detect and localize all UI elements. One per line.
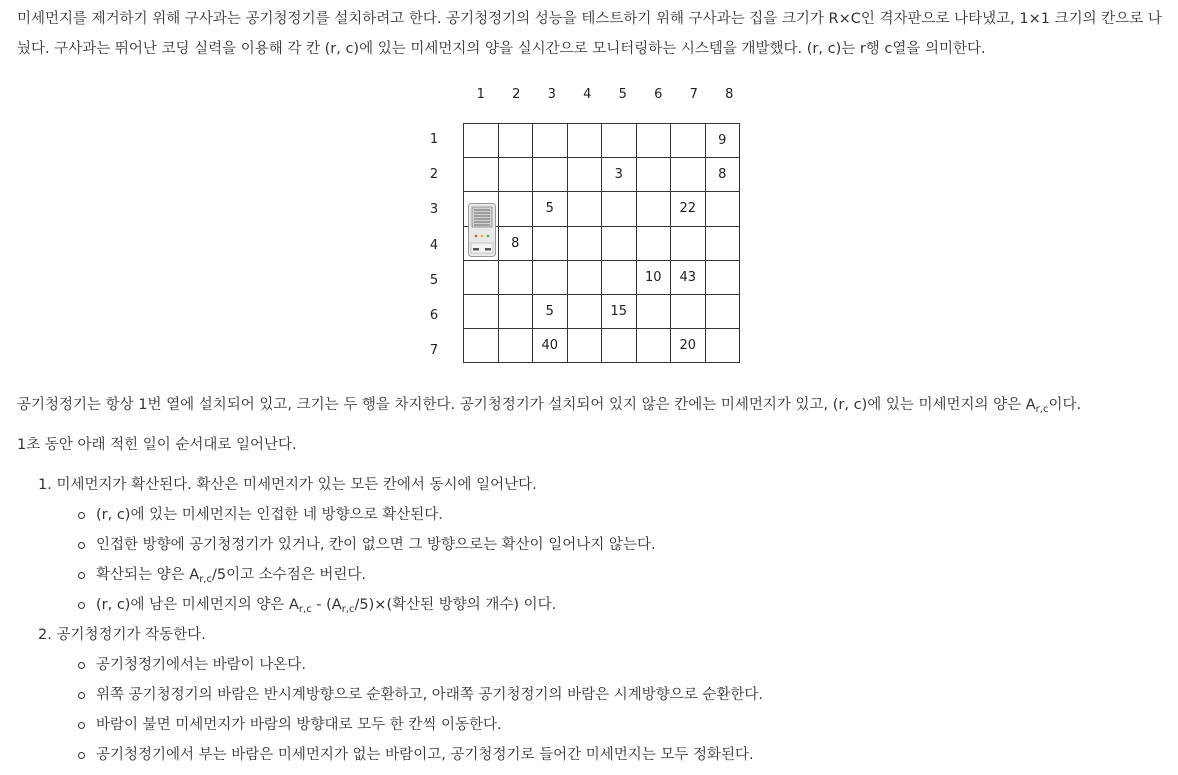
grid-row <box>464 158 740 192</box>
grid-cell: 5 <box>533 294 568 328</box>
grid-cell <box>464 294 499 328</box>
grid-cell <box>602 329 637 363</box>
column-label: 8 <box>725 87 734 102</box>
step-1-item-1: (r, c)에 있는 미세먼지는 인접한 네 방향으로 확산된다. <box>96 507 443 523</box>
grid-cell <box>567 226 602 260</box>
grid-cell <box>671 124 706 158</box>
grid-cell: 8 <box>705 158 740 192</box>
bullet-icon <box>78 512 85 519</box>
grid-cell <box>705 329 740 363</box>
step-1-item-4: (r, c)에 남은 미세먼지의 양은 $A_{r,c} - (A_{r,c}/5)\times$(확산된 방향의 개수) 이다. <box>96 597 557 615</box>
grid-cell <box>705 226 740 260</box>
bullet-icon <box>78 542 85 549</box>
grid-cell <box>498 192 533 226</box>
bullet-icon <box>78 602 85 609</box>
bullet-icon <box>78 722 85 729</box>
grid-cell <box>636 158 671 192</box>
description-paragraph: 공기청정기는 항상 1번 열에 설치되어 있고, 크기는 두 행을 차지한다. 공기청정기가 설치되어 있지 않은 칸에는 미세먼지가 있고, (r, c)에 있는 미세먼지의 양은 $A_{r,c}$이다. <box>17 397 1082 415</box>
grid-cell <box>498 124 533 158</box>
grid-cell <box>602 192 637 226</box>
column-label: 3 <box>547 87 556 102</box>
row-label: 6 <box>429 308 439 324</box>
row-label: 4 <box>429 237 439 253</box>
column-label: 1 <box>476 87 485 102</box>
step-2-item-4: 공기청정기에서 부는 바람은 미세먼지가 없는 바람이고, 공기청정기로 들어간 미세먼지는 모두 정화된다. <box>96 747 754 763</box>
grid-cell: 9 <box>705 124 740 158</box>
grid-cell: 20 <box>671 329 706 363</box>
grid-cell <box>671 226 706 260</box>
step-2-item-3: 바람이 불면 미세먼지가 바람의 방향대로 모두 한 칸씩 이동한다. <box>96 717 502 733</box>
grid-row <box>464 124 740 158</box>
step-2-item-2: 위쪽 공기청정기의 바람은 반시계방향으로 순환하고, 아래쪽 공기청정기의 바람은 시계방향으로 순환한다. <box>96 687 764 703</box>
dust-grid <box>463 123 740 363</box>
grid-row <box>464 226 740 260</box>
grid-cell: 22 <box>671 192 706 226</box>
grid-cell <box>498 294 533 328</box>
grid-cell <box>636 294 671 328</box>
grid-cell <box>567 158 602 192</box>
grid-cell <box>671 158 706 192</box>
grid-cell: 5 <box>533 192 568 226</box>
grid-cell: 40 <box>533 329 568 363</box>
grid-row <box>464 260 740 294</box>
row-label: 5 <box>429 272 439 288</box>
grid-cell <box>533 260 568 294</box>
grid-cell <box>533 158 568 192</box>
grid-cell <box>705 192 740 226</box>
grid-cell: 10 <box>636 260 671 294</box>
step-1: 1. 미세먼지가 확산된다. 확산은 미세먼지가 있는 모든 칸에서 동시에 일어난다. <box>38 477 537 493</box>
step-2-item-1: 공기청정기에서는 바람이 나온다. <box>96 657 306 673</box>
grid-cell <box>464 124 499 158</box>
grid-cell <box>567 294 602 328</box>
row-label: 3 <box>429 202 439 218</box>
grid-cell <box>671 294 706 328</box>
grid-cell <box>464 329 499 363</box>
grid-row <box>464 329 740 363</box>
grid-cell <box>705 294 740 328</box>
grid-cell <box>602 260 637 294</box>
column-label: 4 <box>583 87 592 102</box>
step-2: 2. 공기청정기가 작동한다. <box>38 627 206 643</box>
air-purifier-icon <box>468 203 496 257</box>
grid-row <box>464 192 740 226</box>
column-label: 6 <box>654 87 663 102</box>
row-label: 1 <box>429 131 439 147</box>
bullet-icon <box>78 692 85 699</box>
grid-cell <box>567 329 602 363</box>
column-label: 2 <box>512 87 521 102</box>
grid-cell: 43 <box>671 260 706 294</box>
grid-cell <box>498 260 533 294</box>
grid-cell <box>533 124 568 158</box>
row-label: 7 <box>429 343 439 359</box>
column-label: 7 <box>689 87 698 102</box>
grid-cell <box>636 192 671 226</box>
column-label: 5 <box>618 87 627 102</box>
grid-cell <box>636 226 671 260</box>
grid-cell <box>567 192 602 226</box>
grid-cell <box>636 329 671 363</box>
grid-cell: 8 <box>498 226 533 260</box>
row-label: 2 <box>429 166 439 182</box>
grid-cell <box>498 329 533 363</box>
bullet-icon <box>78 752 85 759</box>
grid-cell <box>602 226 637 260</box>
grid-cell <box>498 158 533 192</box>
grid-row <box>464 294 740 328</box>
grid-cell <box>567 124 602 158</box>
step-1-item-3: 확산되는 양은 $A_{r,c}/5$이고 소수점은 버린다. <box>96 567 366 585</box>
grid-cell: 3 <box>602 158 637 192</box>
bullet-icon <box>78 572 85 579</box>
step-intro: 1초 동안 아래 적힌 일이 순서대로 일어난다. <box>17 437 297 453</box>
grid-cell <box>705 260 740 294</box>
bullet-icon <box>78 662 85 669</box>
intro-paragraph: 미세먼지를 제거하기 위해 구사과는 공기청정기를 설치하려고 한다. 공기청정기의 성능을 테스트하기 위해 구사과는 집을 크기가 R×C인 격자판으로 나타냈고, 1×1 크기의 칸으로 나눴다. 구사과는 뛰어난 코딩 실력을 이용해 각 칸 (r, c)에 있는 미세먼지의 양을 실시간으로 모니터링하는 시스템을 개발했다. (r, c)는 r행 c열을 의미한다. <box>17 11 1162 57</box>
grid-cell <box>567 260 602 294</box>
grid-cell <box>636 124 671 158</box>
step-1-item-2: 인접한 방향에 공기청정기가 있거나, 칸이 없으면 그 방향으로는 확산이 일어나지 않는다. <box>96 537 656 553</box>
grid-cell <box>533 226 568 260</box>
grid-cell: 15 <box>602 294 637 328</box>
grid-cell <box>602 124 637 158</box>
grid-cell <box>464 260 499 294</box>
grid-cell <box>464 158 499 192</box>
dust-grid-figure <box>420 82 760 382</box>
